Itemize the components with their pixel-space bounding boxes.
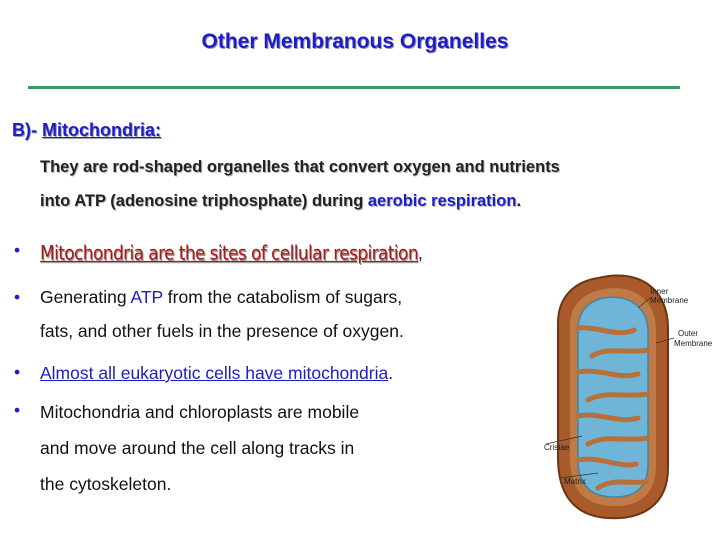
bullet-2: [40, 280, 540, 348]
mitochondrion-illustration: [538, 268, 718, 523]
bullet-4-line-3: the cytoskeleton.: [40, 474, 172, 494]
bullet-3-tail: .: [388, 363, 394, 383]
bullet-1: [40, 236, 423, 271]
section-heading: [12, 120, 161, 141]
bullet-2-atp: ATP: [130, 287, 163, 307]
bullet-4-line-1: Mitochondria and chloroplasts are mobile: [40, 402, 360, 422]
label-outer-membrane-2: Membrane: [674, 339, 713, 348]
section-title: Mitochondria:: [42, 120, 161, 140]
bullet-3-text: Almost all eukaryotic cells have mitochondria: [40, 363, 389, 383]
bullet-marker-1: •: [14, 240, 21, 260]
label-cristae: Cristae: [544, 443, 570, 452]
description-line-1: They are rod-shaped organelles that convert oxygen and nutrients: [40, 158, 560, 176]
description-paragraph: [40, 150, 700, 218]
bullet-4: [40, 394, 359, 502]
bullet-4-line-2: and move around the cell along tracks in: [40, 438, 355, 458]
label-inner-membrane-2: Membrane: [650, 296, 689, 305]
bullet-2-line-2: fats, and other fuels in the presence of oxygen.: [40, 321, 404, 341]
bullet-marker-4: •: [14, 400, 21, 420]
bullet-marker-2: •: [14, 287, 21, 307]
desc-atp: ATP: [74, 192, 106, 210]
description-line-2: [40, 184, 700, 218]
bullet-2-generating: Generating: [40, 287, 131, 307]
label-matrix: Matrix: [564, 477, 586, 486]
desc-middle: (adenosine triphosphate) during: [105, 192, 368, 210]
bullet-2-line-1: [40, 280, 540, 314]
desc-into: into: [40, 192, 75, 210]
section-prefix: B)-: [12, 120, 42, 140]
bullet-marker-3: •: [14, 362, 21, 382]
bullet-1-tail: ,: [418, 243, 423, 263]
desc-aerobic-link: aerobic respiration: [367, 192, 517, 210]
slide-title: Other Membranous Organelles: [201, 30, 509, 53]
label-inner-membrane-1: Inner: [650, 287, 669, 296]
bullet-1-text: Mitochondria are the sites of cellular respiration: [40, 242, 419, 266]
title-divider: [28, 86, 680, 89]
bullet-2-after: from the catabolism of sugars,: [162, 287, 403, 307]
desc-period: .: [516, 192, 522, 210]
label-outer-membrane-1: Outer: [678, 329, 699, 338]
bullet-3: [40, 356, 393, 390]
